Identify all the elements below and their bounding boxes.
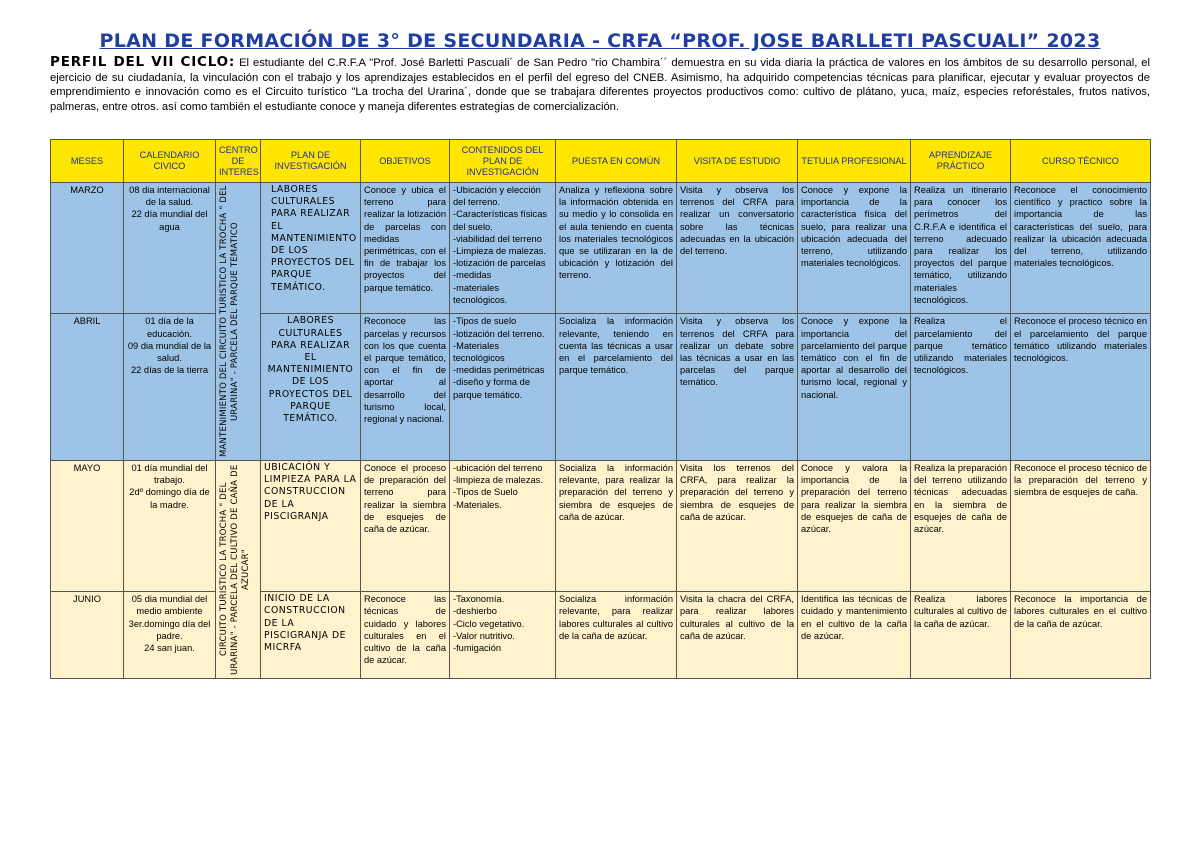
calendar-cell: 01 día de la educación. 09 dia mundial de la salud. 22 días de la tierra [124,314,216,461]
profile-paragraph [50,55,1150,114]
header-meses: MESES [51,140,124,183]
visit-cell: Visita y observa los terrenos del CRFA para realizar un debate sobre las técnicas a usar en las parcelas del parque temático. [677,314,798,461]
course-cell: Reconoce el proceso técnico de la preparación del terreno y siembra de esquejes de caña. [1011,461,1151,592]
header-visita: VISITA DE ESTUDIO [677,140,798,183]
practice-cell: Realiza labores culturales al cultivo de la caña de azúcar. [911,592,1011,679]
header-curso: CURSO TÉCNICO [1011,140,1151,183]
tertulia-cell: Identifica las técnicas de cuidado y mantenimiento en el cultivo de la caña de azúcar. [798,592,911,679]
profile-text: El estudiante del C.R.F.A "Prof. José Barletti Pascuali´ de San Pedro "rio Chambira´´ demuestra en su vida diaria la práctica de valores en los ámbitos de su desarrollo personal, el ejercicio de su ciudadanía, la vinculación con el trabajo y los aprendizajes establecidos en el perfil del egreso del CNEB. Asimismo, ha adquirido competencias técnicas para planificar, ejecutar y evaluar proyectos de emprendimiento e innovación como es el Circuito turístico "La trocha del Urarina´, donde que se trabajara diferentes proyectos productivos como: cultivo de plátano, yuca, maíz, especies reforéstales, frutos nativos, palmeras, entre otros. así como también el estudiante conoce y maneja diferentes estrategias de comercialización. [50,57,1150,113]
contents-cell: -Tipos de suelo -lotización del terreno. -Materiales tecnológicos -medidas perimétricas -diseño y forma de parque temático. [450,314,556,461]
contents-cell: -Ubicación y elección del terreno. -Características físicas del suelo. -viabilidad del terreno -Limpieza de malezas. -lotización de parcelas -medidas -materiales tecnológicos. [450,183,556,314]
objectives-cell: Conoce y ubica el terreno para realizar la lotización de parcelas con medidas perimétricas, con el fin de trabajar los proyectos del parque temático. [361,183,450,314]
practice-cell: Realiza un itinerario para conocer los perímetros del C.R.F.A e identifica el terreno adecuado para realizar los proyectos del parque temático, utilizando materiales tecnológicos. [911,183,1011,314]
document-title: PLAN DE FORMACIÓN DE 3° DE SECUNDARIA - CRFA “PROF. JOSE BARLLETI PASCUALI” 2023 [99,30,1101,52]
month-cell: MAYO [51,461,124,592]
header-objetivos: OBJETIVOS [361,140,450,183]
tertulia-cell: Conoce y expone la importancia del parcelamiento del parque temático con el fin de aportar al desarrollo del turismo local, regional y nacional. [798,314,911,461]
objectives-cell: Conoce el proceso de preparación del terreno para realizar la siembra de esquejes de caña de azúcar. [361,461,450,592]
header-centro: CENTRO DE INTERES [216,140,261,183]
visit-cell: Visita la chacra del CRFA, para realizar labores culturales al cultivo de la caña de azúcar. [677,592,798,679]
contents-cell: -Taxonomía. -deshierbo -Ciclo vegetativo. -Valor nutritivo. -fumigación [450,592,556,679]
month-cell: JUNIO [51,592,124,679]
table-row [51,183,1151,314]
center-cell [216,183,261,461]
training-plan-table [50,139,1151,679]
center-cell [216,461,261,679]
profile-lead: PERFIL DEL VII CICLO: [50,54,236,70]
plan-cell: UBICACIÓN Y LIMPIEZA PARA LA CONSTRUCCION DE LA PISCIGRANJA [261,461,361,592]
course-cell: Reconoce la importancia de labores culturales en el cultivo de la caña de azúcar. [1011,592,1151,679]
month-cell: ABRIL [51,314,124,461]
practice-cell: Realiza la preparación del terreno utilizando técnicas adecuadas en la siembra de esquejes de caña de azúcar. [911,461,1011,592]
objectives-cell: Reconoce las técnicas de cuidado y labores culturales en el cultivo de la caña de azúcar. [361,592,450,679]
calendar-cell: 05 dia mundial del medio ambiente 3er.domingo día del padre. 24 san juan. [124,592,216,679]
center-text: CIRCUITO TURISTICO LA TROCHA " DEL URARINA" - PARCELA DEL CULTIVO DE CAÑA DE AZUCAR" [219,464,251,675]
plan-cell: LABORES CULTURALES PARA REALIZAR EL MANTENIMIENTO DE LOS PROYECTOS DEL PARQUE TEMÁTICO. [261,314,361,461]
common-cell: Socializa la información relevante, teniendo en cuenta las técnicas a usar en el parcelamiento del parque temático. [556,314,677,461]
common-cell: Socializa información relevante, para realizar labores culturales al cultivo de la caña de azúcar. [556,592,677,679]
common-cell: Socializa la información relevante, para realizar la preparación del terreno y siembra de esquejes de caña de azúcar. [556,461,677,592]
common-cell: Analiza y reflexiona sobre la información obtenida en su medio y lo consolida en el aula teniendo en cuenta los materiales tecnológicos que se utilizaran en la de ubicación y lotización del terreno. [556,183,677,314]
month-cell: MARZO [51,183,124,314]
visit-cell: Visita los terrenos del CRFA, para realizar la preparación del terreno y siembra de esquejes de caña de azúcar. [677,461,798,592]
plan-cell: LABORES CULTURALES PARA REALIZAR EL MANTENIMIENTO DE LOS PROYECTOS DEL PARQUE TEMÁTICO. [261,183,361,314]
header-aprendizaje: APRENDIZAJE PRÁCTICO [911,140,1011,183]
tertulia-cell: Conoce y valora la importancia de la preparación del terreno para realizar la siembra de esquejes de caña de azúcar. [798,461,911,592]
calendar-cell: 08 dia internacional de la salud. 22 día mundial del agua [124,183,216,314]
objectives-cell: Reconoce las parcelas y recursos con los que cuenta el parque temático, con el fin de aportar al desarrollo del turismo local, regional y nacional. [361,314,450,461]
tertulia-cell: Conoce y expone la importancia de la característica física del suelo, para realizar una ubicación adecuada del terreno, utilizando materiales tecnológicos. [798,183,911,314]
calendar-cell: 01 día mundial del trabajo. 2dº domingo día de la madre. [124,461,216,592]
table-row [51,461,1151,592]
header-contenidos: CONTENIDOS DEL PLAN DE INVESTIGACIÓN [450,140,556,183]
course-cell: Reconoce el conocimiento científico y practico sobre la importancia de las características del suelo, para realizar la ubicación adecuada del terreno, utilizando materiales tecnológicos. [1011,183,1151,314]
contents-cell: -ubicación del terreno -limpieza de malezas. -Tipos de Suelo -Materiales. [450,461,556,592]
practice-cell: Realiza el parcelamiento del parque temático utilizando materiales tecnológicos. [911,314,1011,461]
table-header-row [51,140,1151,183]
visit-cell: Visita y observa los terrenos del CRFA para realizar un conversatorio sobre las técnicas adecuadas en la ubicación del terreno. [677,183,798,314]
plan-cell: INICIO DE LA CONSTRUCCION DE LA PISCIGRANJA DE MICRFA [261,592,361,679]
header-calendario: CALENDARIO CIVICO [124,140,216,183]
course-cell: Reconoce el proceso técnico en el parcelamiento del parque temático utilizando materiales tecnológicos. [1011,314,1151,461]
header-plan: PLAN DE INVESTIGACIÓN [261,140,361,183]
center-text: MANTENIMIENTO DEL CIRCUITO TURISTICO LA TROCHA " DEL URARINA" - PARCELA DEL PARQUE TEMATICO [219,185,240,458]
header-puesta: PUESTA EN COMÚN [556,140,677,183]
header-tetulia: TETULIA PROFESIONAL [798,140,911,183]
